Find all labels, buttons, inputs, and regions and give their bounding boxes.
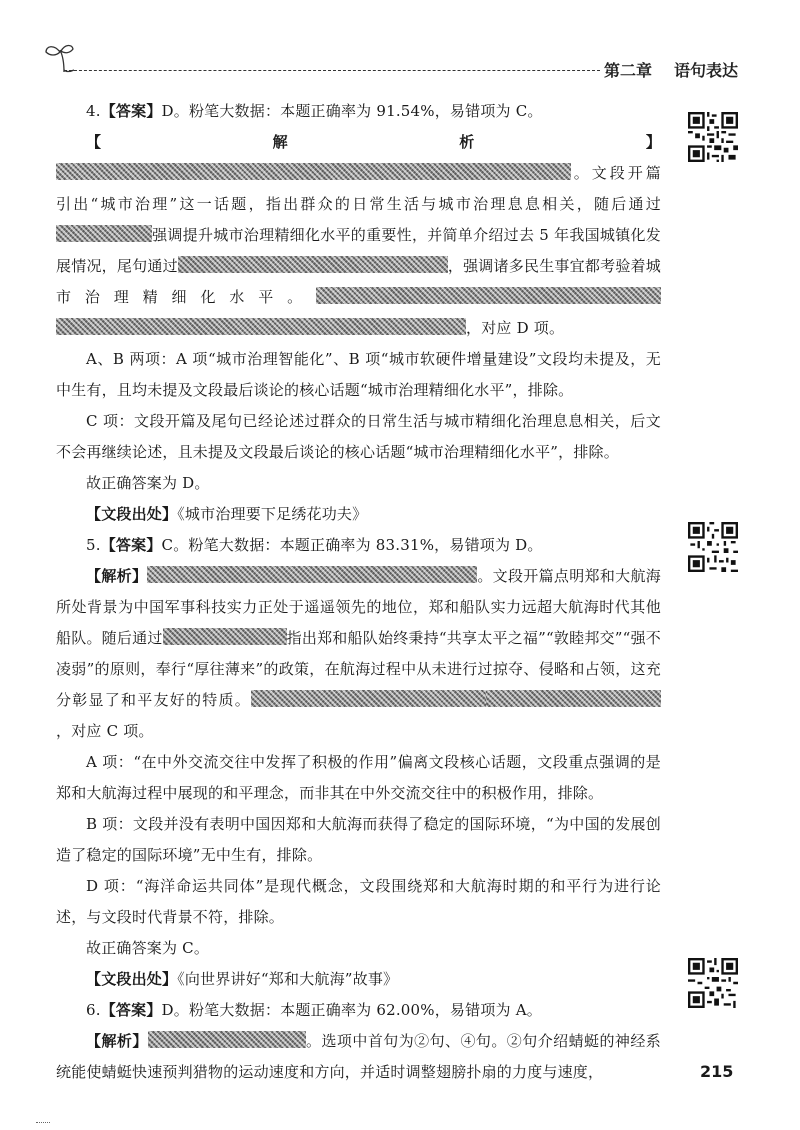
q4-source-title: 《城市治理要下足绣花功夫》 [177,505,368,523]
page-number: 215 [700,1062,734,1081]
footer-mark [36,1118,50,1123]
blurred-text [56,225,152,242]
q4-option-c: C 项：文段开篇及尾句已经论述过群众的日常生活与城市精细化治理息息相关，后文不会再继续论述，且未提及文段最后谈论的核心话题“城市治理精细化水平”，排除。 [56,412,661,461]
q5-analysis-paragraph: 【解析】 。文段开篇点明郑和大航海所处背景为中国军事科技实力正处于遥遥领先的地位，郑和船队实力远超大航海时代其他船队。随后通过 指出郑和船队始终秉持“共享太平之福”“敦睦邦交”“强不凌弱”的原则，奉行“厚往薄来”的政策，在航海过程中从未进行过掠夺、侵略和占领，这充分彰显了和平友好的特质。，对应 C 项。 [56,567,661,740]
q5-option-b: B 项：文段并没有表明中国因郑和大航海而获得了稳定的国际环境，“为中国的发展创造了稳定的国际环境”无中生有，排除。 [56,815,661,864]
sprout-logo-icon [40,38,80,78]
header-rule [64,70,600,71]
qr-code-icon[interactable] [688,112,738,162]
source-tag: 文段出处 [101,970,163,988]
q4-number: 4. [86,102,101,120]
blurred-text [163,628,287,645]
q6-number: 6. [86,1001,101,1019]
q4-conclusion: 故正确答案为 D。 [86,474,210,492]
q5-answer-line: 5.【答案】C。粉笔大数据：本题正确率为 83.31%，易错项为 D。 [86,536,543,554]
answer-tag: 答案 [115,536,147,554]
blurred-text [148,1031,306,1048]
q5-source: 【文段出处】《向世界讲好“郑和大航海”故事》 [86,970,399,988]
q5-option-a: A 项：“在中外交流交往中发挥了积极的作用”偏离文段核心话题，文段重点强调的是郑和大航海过程中展现的和平理念，而非其在中外交流交往中的积极作用，排除。 [56,753,661,802]
blurred-text [56,163,571,180]
blurred-text [251,690,486,707]
q5-option-d: D 项：“海洋命运共同体”是现代概念，文段围绕郑和大航海时期的和平行为进行论述，与文段时代背景不符，排除。 [56,877,661,926]
blurred-text [56,318,466,335]
blurred-text [316,287,661,304]
q6-answer-text: D。粉笔大数据：本题正确率为 62.00%，易错项为 A。 [161,1001,542,1019]
chapter-title: 语句表达 [674,61,739,80]
answer-tag: 答案 [115,102,147,120]
q4-analysis-paragraph: 【解析】。文段开篇引出“城市治理”这一话题，指出群众的日常生活与城市治理息息相关，随后通过强调提升城市治理精细化水平的重要性，并简单介绍过去 5 年我国城镇化发展情况，尾句通过 ，强调诸多民生事宜都考验着城市治理精细化水平。，对应 D 项。 [56,133,662,337]
answer-tag: 答案 [115,1001,147,1019]
q4-option-ab: A、B 两项：A 项“城市治理智能化”、B 项“城市软硬件增量建设”文段均未提及，无中生有，且均未提及文段最后谈论的核心话题“城市治理精细化水平”，排除。 [56,350,661,399]
q5-source-title: 《向世界讲好“郑和大航海”故事》 [177,970,399,988]
chapter-label: 第二章 [604,61,653,80]
qr-code-icon[interactable] [688,522,738,572]
analysis-tag: 解析 [272,133,646,151]
blurred-text [147,566,477,583]
q5-number: 5. [86,536,101,554]
blurred-text [178,256,448,273]
q5-conclusion: 故正确答案为 C。 [86,939,210,957]
q4-answer-text: D。粉笔大数据：本题正确率为 91.54%，易错项为 C。 [161,102,543,120]
q6-analysis-paragraph: 【解析】 。选项中首句为②句、④句。②句介绍蜻蜓的神经系统能使蜻蜓快速预判猎物的运动速度和方向，并适时调整翅膀扑扇的力度与速度， [56,1032,662,1081]
answer-content [56,96,661,1088]
q6-answer-line: 6.【答案】D。粉笔大数据：本题正确率为 62.00%，易错项为 A。 [86,1001,542,1019]
analysis-tag: 解析 [101,567,132,585]
source-tag: 文段出处 [101,505,163,523]
q4-source: 【文段出处】《城市治理要下足绣花功夫》 [86,505,368,523]
analysis-tag: 解析 [101,1032,133,1050]
q5-answer-text: C。粉笔大数据：本题正确率为 83.31%，易错项为 D。 [161,536,543,554]
q4-answer-line: 4.【答案】D。粉笔大数据：本题正确率为 91.54%，易错项为 C。 [86,102,543,120]
qr-code-icon[interactable] [688,958,738,1008]
blurred-text [486,690,661,707]
